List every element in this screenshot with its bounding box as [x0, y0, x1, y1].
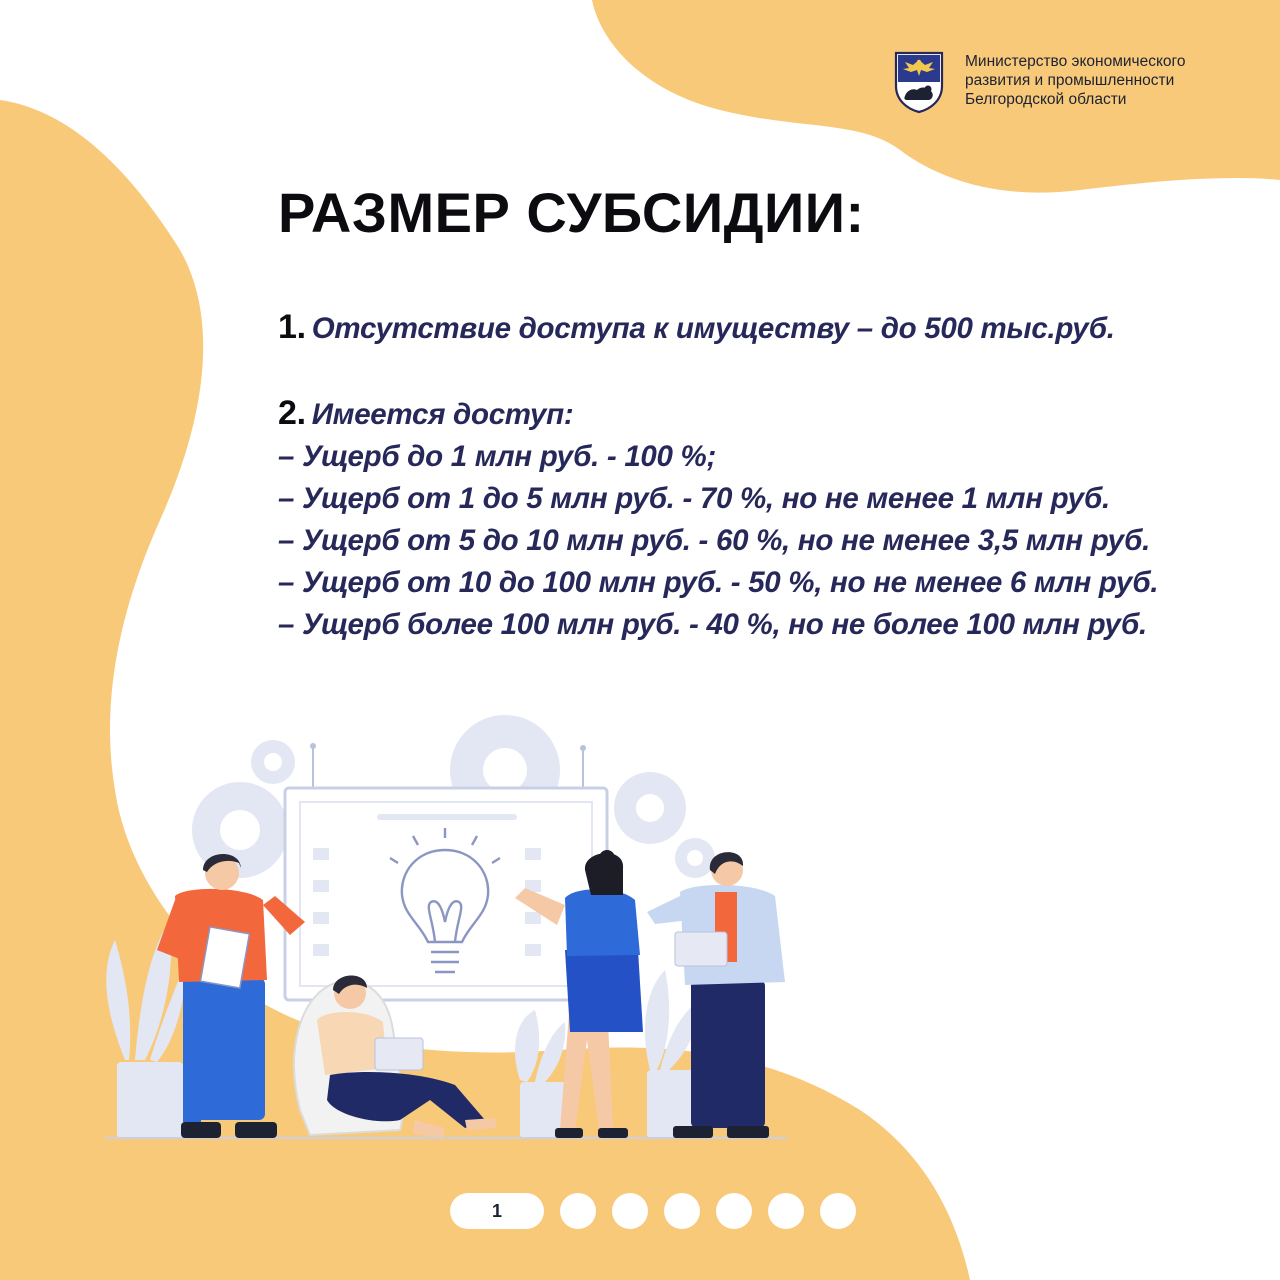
list-item-2-heading	[278, 392, 1268, 436]
page-dot[interactable]	[612, 1193, 648, 1229]
item-1-text: Отсутствие доступа к имуществу – до 500 тыс.руб.	[311, 312, 1115, 345]
item-1-number: 1.	[278, 308, 306, 346]
damage-line: – Ущерб более 100 млн руб. - 40 %, но не более 100 млн руб.	[278, 608, 1147, 641]
damage-line: – Ущерб от 5 до 10 млн руб. - 60 %, но не менее 3,5 млн руб.	[278, 524, 1150, 557]
ministry-name-line-2: развития и промышленности	[965, 72, 1175, 89]
page-dot[interactable]	[560, 1193, 596, 1229]
belgorod-coat-of-arms-icon	[893, 50, 945, 114]
pagination	[450, 1193, 856, 1229]
ministry-name-line-3: Белгородской области	[965, 91, 1127, 108]
list-item-1	[278, 306, 1268, 350]
page-dot[interactable]	[664, 1193, 700, 1229]
item-2-number: 2.	[278, 394, 306, 432]
page-title: РАЗМЕР СУБСИДИИ:	[278, 181, 865, 244]
subsidy-list	[278, 306, 1268, 646]
team-brainstorm-lightbulb-illustration	[95, 710, 795, 1150]
damage-line: – Ущерб до 1 млн руб. - 100 %;	[278, 440, 716, 473]
page-dot[interactable]	[768, 1193, 804, 1229]
ministry-name-line-1: Министерство экономического	[965, 53, 1186, 70]
damage-line: – Ущерб от 1 до 5 млн руб. - 70 %, но не менее 1 млн руб.	[278, 482, 1110, 515]
page-indicator-active[interactable]: 1	[450, 1193, 544, 1229]
page-dot[interactable]	[716, 1193, 752, 1229]
ministry-name	[965, 52, 1265, 109]
damage-line: – Ущерб от 10 до 100 млн руб. - 50 %, но не менее 6 млн руб.	[278, 566, 1159, 599]
ministry-logo	[893, 50, 1265, 114]
item-2-heading-text: Имеется доступ:	[311, 398, 574, 431]
page-dot[interactable]	[820, 1193, 856, 1229]
